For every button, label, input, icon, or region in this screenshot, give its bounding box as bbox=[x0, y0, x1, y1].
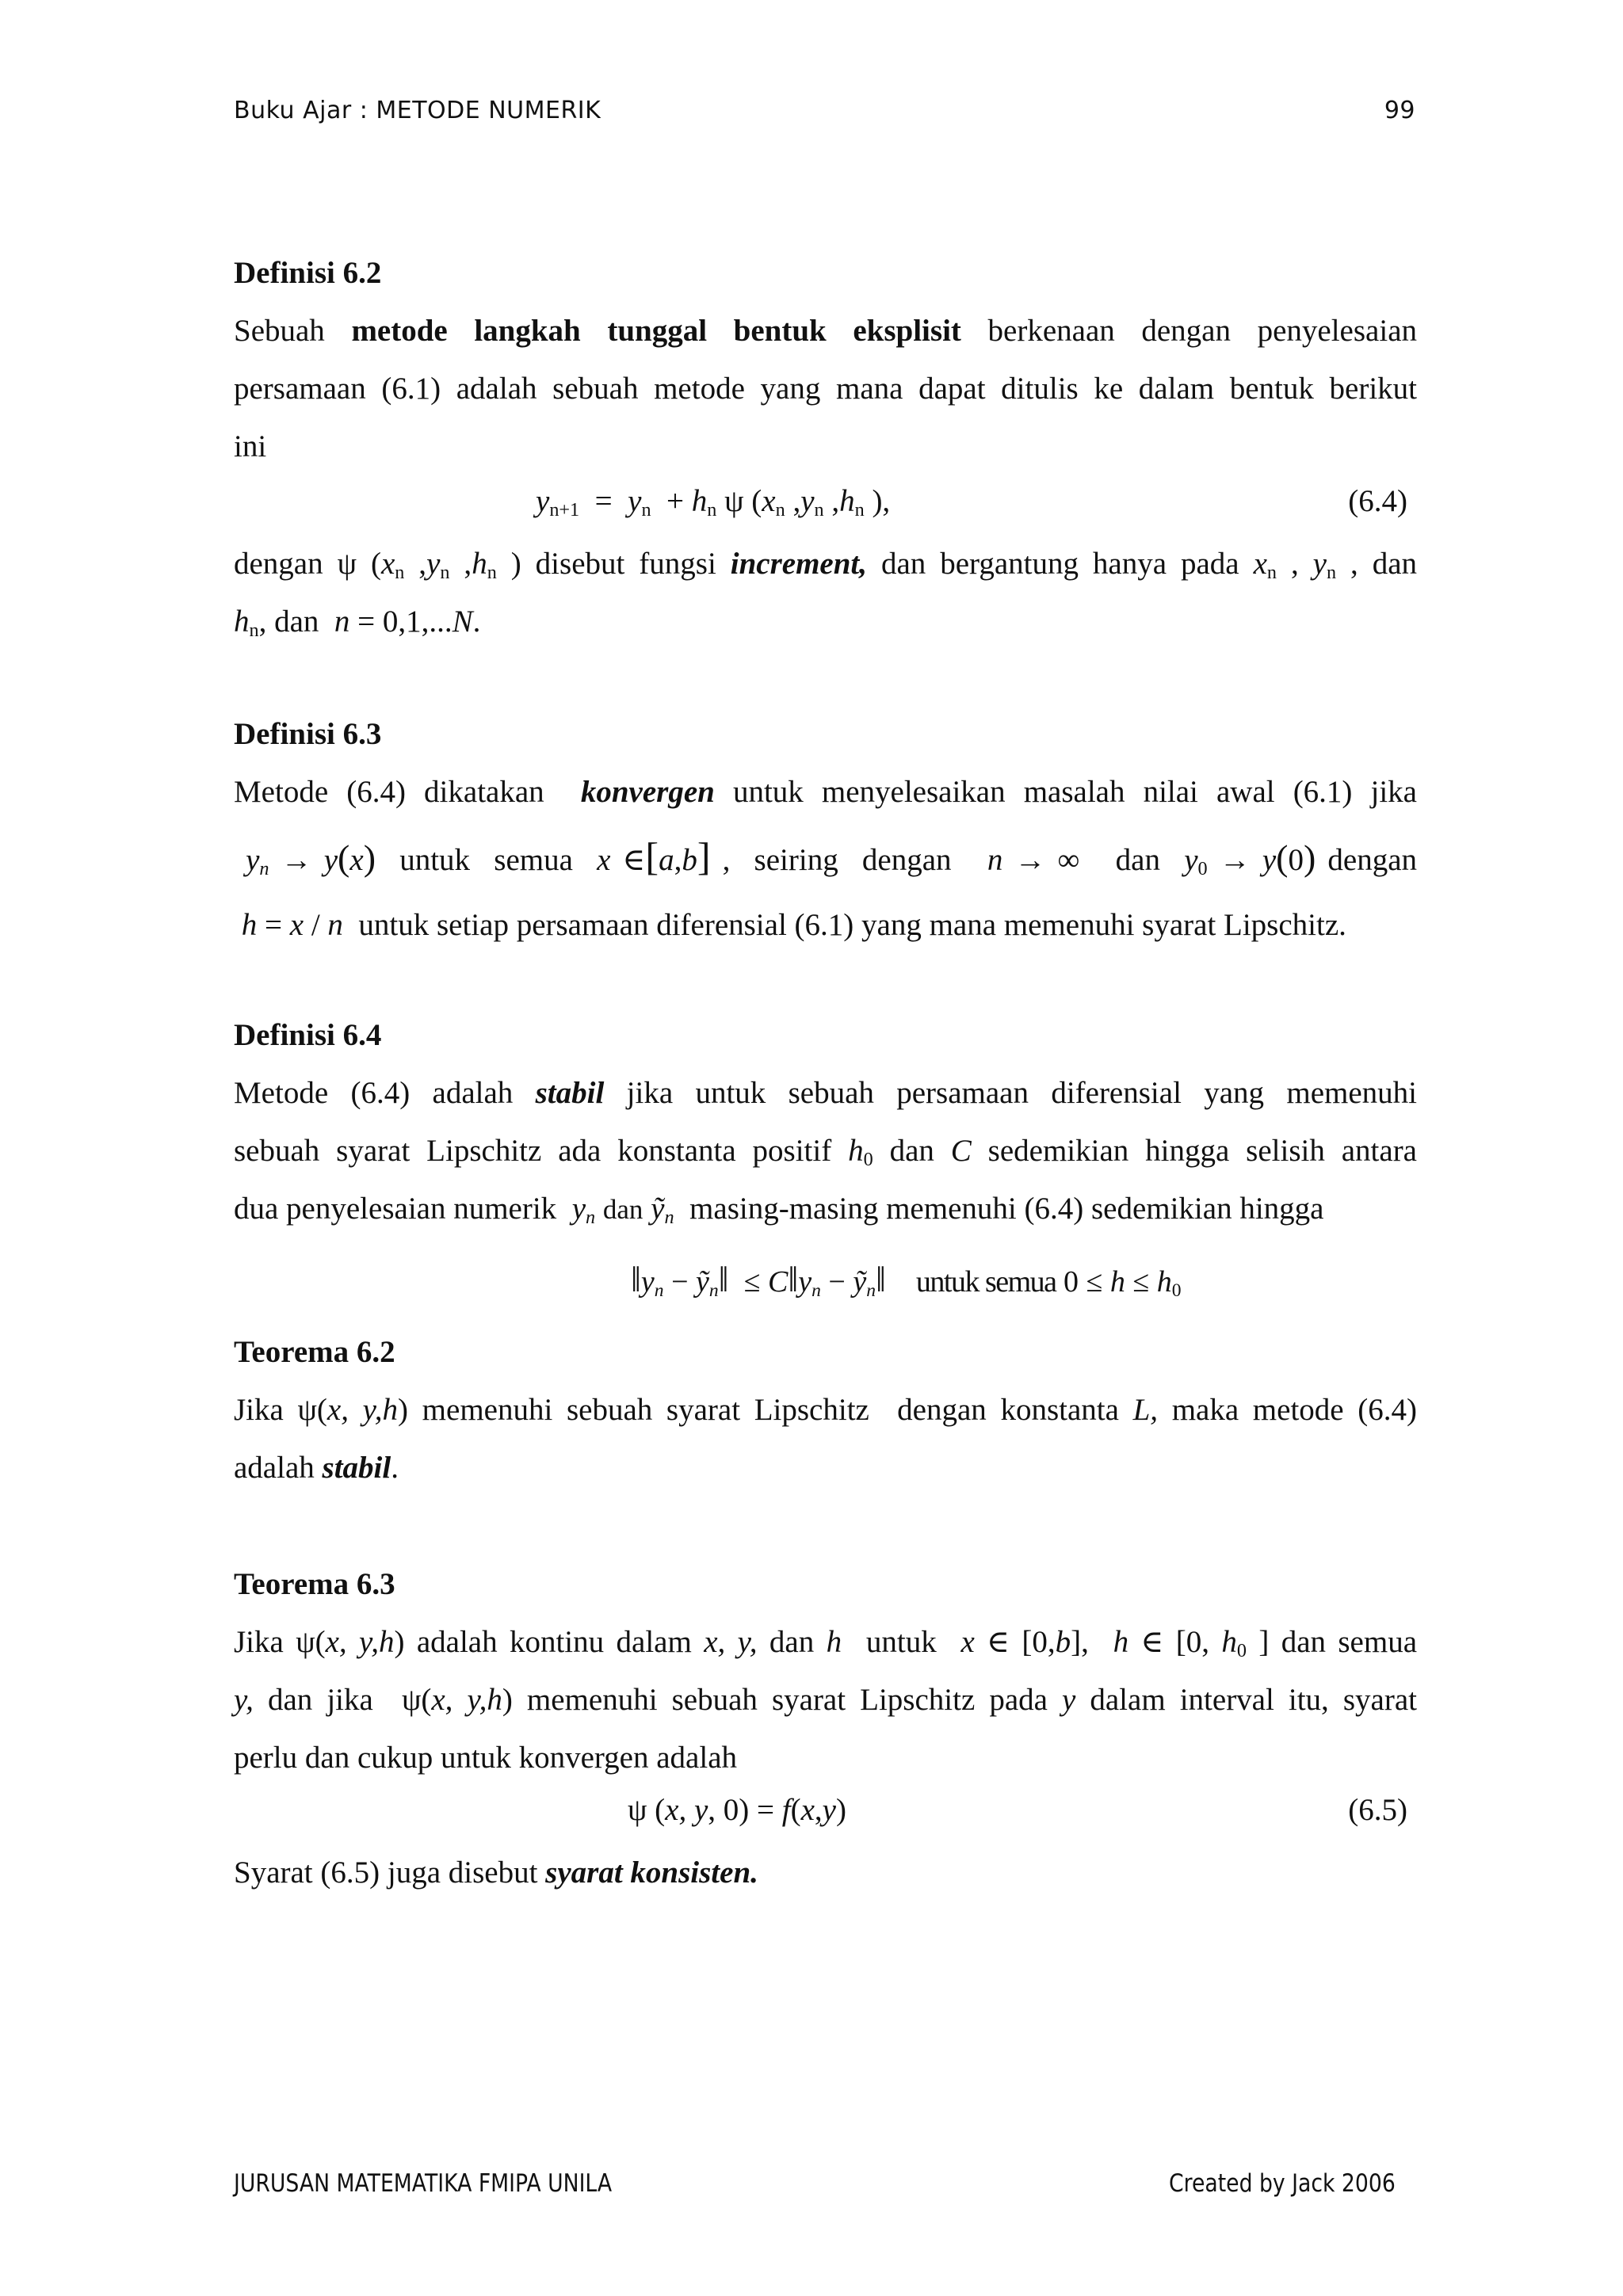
definition-6-4 bbox=[234, 1006, 1417, 1238]
paragraph-line: ini bbox=[234, 429, 267, 463]
definition-6-2 bbox=[234, 244, 1417, 475]
paragraph-line: h = x / n untuk setiap persamaan diferensial (6.1) yang mana memenuhi syarat Lipschitz. bbox=[241, 908, 1346, 942]
theorem-6-3-cont bbox=[234, 1844, 1417, 1901]
equation-number: (6.4) bbox=[1348, 484, 1407, 518]
paragraph-line: sebuah syarat Lipschitz ada konstanta positif $h_0$ dan C sedemikian hingga selisih antara bbox=[234, 1134, 1417, 1171]
paragraph-line: $y_n \to y(x)$ untuk semua x ∈[a,b] , seiring dengan n → ∞ dan $y_0 \to y(0)$ dengan bbox=[246, 834, 1418, 880]
theorem-title: Teorema 6.3 bbox=[234, 1567, 395, 1601]
paragraph-line: y, dan jika ψ(x, y,h) memenuhi sebuah syarat Lipschitz pada y dalam interval itu, syarat bbox=[234, 1683, 1417, 1717]
paragraph-line: $h_n$, dan n = 0,1,...N. bbox=[234, 605, 481, 642]
paragraph-line: persamaan (6.1) adalah sebuah metode yang mana dapat ditulis ke dalam bentuk berikut bbox=[234, 372, 1417, 406]
paragraph-line: perlu dan cukup untuk konvergen adalah bbox=[234, 1741, 738, 1775]
definition-6-3 bbox=[234, 705, 1417, 954]
equation-6-4: $y_{n+1} = y_n + h_n$ ψ ($x_n$ $,y_n$ $,h_n$ ), bbox=[536, 484, 891, 521]
theorem-title: Teorema 6.2 bbox=[234, 1335, 395, 1369]
paragraph-line: Metode (6.4) dikatakan konvergen untuk menyelesaikan masalah nilai awal (6.1) jika bbox=[234, 775, 1417, 809]
paragraph-line: Jika ψ(x, y,h) memenuhi sebuah syarat Lipschitz dengan konstanta L, maka metode (6.4) bbox=[234, 1393, 1417, 1427]
paragraph-line: Sebuah metode langkah tunggal bentuk eksplisit berkenaan dengan penyelesaian bbox=[234, 314, 1418, 348]
footer-department: JURUSAN MATEMATIKA FMIPA UNILA bbox=[234, 2169, 613, 2198]
definition-title: Definisi 6.2 bbox=[234, 256, 382, 290]
equation-number: (6.5) bbox=[1348, 1793, 1407, 1827]
page-number: 99 bbox=[1384, 97, 1415, 124]
paragraph-line: adalah stabil. bbox=[234, 1451, 399, 1485]
paragraph-line: dengan ψ ($x_n$ $,y_n$ $,h_n$ ) disebut fungsi increment, dan bergantung hanya pada $x_n$ , $y_n$ , dan bbox=[234, 547, 1418, 584]
theorem-6-3 bbox=[234, 1555, 1417, 1787]
definition-title: Definisi 6.3 bbox=[234, 717, 382, 751]
stability-inequality: $‖y_n$ − ỹ$_n$‖ ≤ $C‖y_n$ − ỹ$_n$‖ untuk semua $0 \le h \le h_0$ bbox=[631, 1259, 1182, 1301]
footer-credit: Created by Jack 2006 bbox=[1169, 2169, 1396, 2198]
paragraph-line: Metode (6.4) adalah stabil jika untuk sebuah persamaan diferensial yang memenuhi bbox=[234, 1076, 1417, 1110]
definition-title: Definisi 6.4 bbox=[234, 1018, 382, 1052]
paragraph-line: Syarat (6.5) juga disebut syarat konsisten. bbox=[234, 1855, 758, 1890]
equation-6-5: ψ (x, y, 0) = f(x,y) bbox=[628, 1793, 846, 1827]
running-header-title: Buku Ajar : METODE NUMERIK bbox=[234, 97, 601, 124]
definition-6-2-cont bbox=[234, 535, 1417, 650]
paragraph-line: Jika ψ(x, y,h) adalah kontinu dalam x, y, dan h untuk x ∈ [0,b], h ∈ [0, $h_0$ ] dan semua bbox=[234, 1625, 1418, 1662]
paragraph-line: dua penyelesaian numerik $y_n$ dan ỹ$_n$ masing-masing memenuhi (6.4) sedemikian hingga bbox=[234, 1192, 1324, 1229]
theorem-6-2 bbox=[234, 1323, 1417, 1497]
